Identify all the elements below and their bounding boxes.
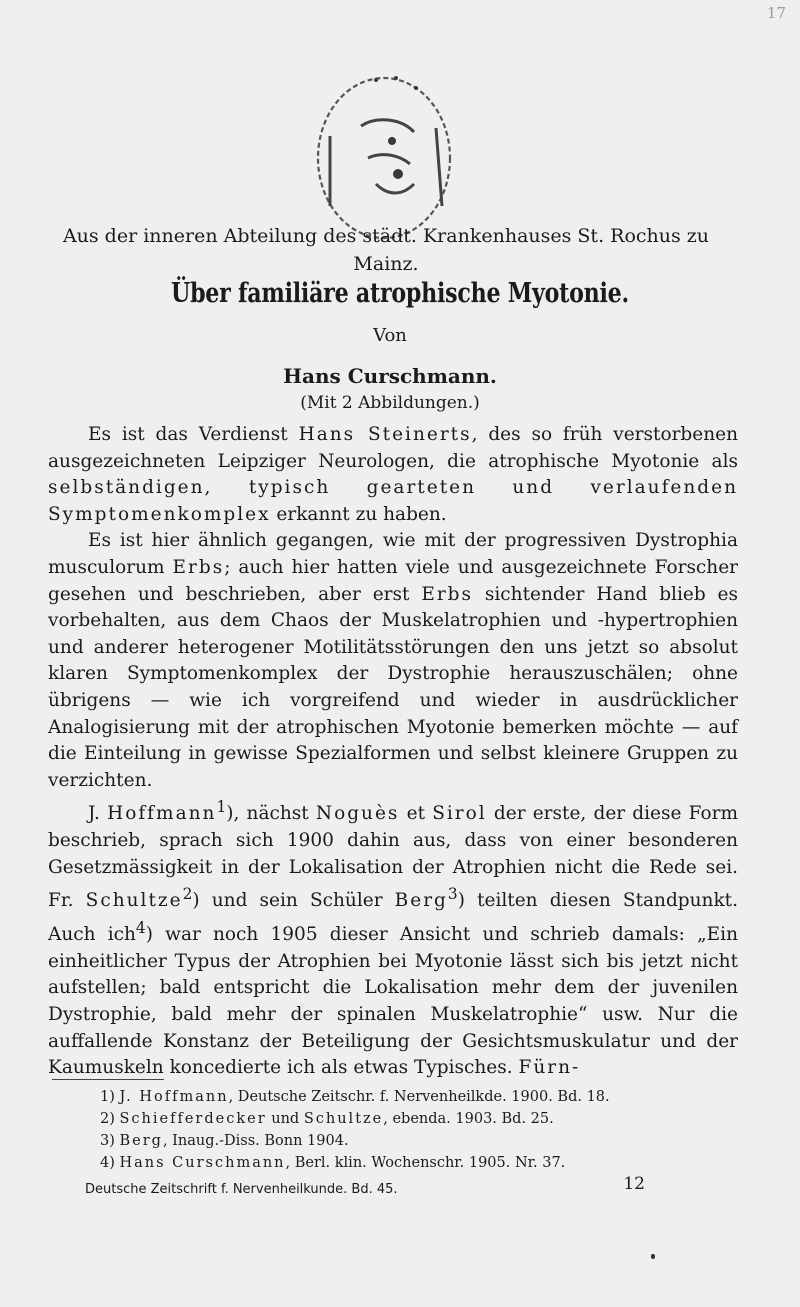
footnote-ref-3: 3 bbox=[447, 885, 458, 904]
p3-text-c: et bbox=[399, 803, 433, 825]
journal-citation bbox=[85, 1174, 665, 1197]
footnote-number: 2) bbox=[100, 1111, 120, 1127]
p1-name-steinert: Hans Steinerts bbox=[298, 424, 472, 445]
p1-spaced-phrase: selbständigen, typisch gearteten und verlaufenden Symptomenkomplex bbox=[48, 477, 738, 525]
figure-note: (Mit 2 Abbildungen.) bbox=[300, 393, 480, 413]
p1-text-c: erkannt zu haben. bbox=[270, 503, 447, 525]
footnote-source: , Deutsche Zeitschr. f. Nervenheilkde. 1900. Bd. 18. bbox=[228, 1089, 610, 1105]
p3-text-d: der erste, der diese Form beschrieb, sprach sich 1900 dahin aus, dass von einer besonderen Gesetzmässigkeit in der Lokalisation der Atrophien nicht die Rede sei. Fr. bbox=[48, 803, 738, 912]
paragraph-3 bbox=[48, 794, 738, 1081]
footnote-4 bbox=[100, 1152, 740, 1174]
ink-speck bbox=[651, 1254, 655, 1259]
footnote-3 bbox=[100, 1130, 740, 1152]
footnote-divider bbox=[52, 1079, 164, 1080]
p3-name-berg: Berg bbox=[394, 890, 448, 912]
p3-name-schultze: Schultze bbox=[85, 890, 183, 912]
footnote-number: 3) bbox=[100, 1133, 120, 1149]
footnote-source: , ebenda. 1903. Bd. 25. bbox=[383, 1111, 554, 1127]
p2-name-erb-1: Erbs bbox=[172, 556, 225, 578]
footnote-author: Schiefferdecker bbox=[119, 1111, 267, 1127]
footnote-author-2: Schultze bbox=[303, 1111, 384, 1127]
footnote-number: 1) bbox=[100, 1089, 120, 1105]
footnote-number: 4) bbox=[100, 1155, 120, 1171]
footnote-ref-4: 4 bbox=[135, 919, 146, 937]
p3-text-e: ) und sein Schüler bbox=[192, 890, 395, 912]
p3-name-fuern: Fürn- bbox=[518, 1057, 581, 1079]
paragraph-1 bbox=[48, 422, 738, 528]
institution-heading bbox=[36, 222, 736, 278]
article-body bbox=[48, 422, 738, 1082]
sheet-number: 12 bbox=[623, 1174, 645, 1194]
p3-name-hoffmann: Hoffmann bbox=[107, 803, 217, 825]
p1-text-a: Es ist das Verdienst bbox=[88, 424, 299, 445]
p3-name-sirol: Sirol bbox=[432, 803, 487, 825]
footnote-author: Berg bbox=[119, 1133, 163, 1149]
footnote-source: , Berl. klin. Wochenschr. 1905. Nr. 37. bbox=[285, 1155, 566, 1171]
footnote-source: , Inaug.-Diss. Bonn 1904. bbox=[162, 1133, 349, 1149]
paragraph-2 bbox=[48, 528, 738, 794]
p2-text-b: ; auch hier hatten viele und ausgezeichnete Forscher gesehen und beschrieben, aber erst bbox=[48, 556, 739, 605]
library-stamp-icon bbox=[306, 66, 466, 241]
footnote-conjunction: und bbox=[266, 1111, 304, 1127]
page-number: 17 bbox=[766, 4, 786, 22]
footnote-author: J. Hoffmann bbox=[119, 1089, 229, 1105]
p2-text-c: sichtender Hand blieb es vorbehalten, aus dem Chaos der Muskelatrophien und -hypertrophien und anderer heterogener Motilitätsstörungen den uns jetzt so absolut klaren Symptomenkomplex der Dystrophie herauszuschälen; ohne übrigens — wie ich vorgreifend und wieder in ausdrücklicher Analogisierung mit der atrophischen Myotonie bemerken möchte — auf die Einteilung in gewisse Spezialformen und selbst kleinere Gruppen zu verzichten. bbox=[48, 583, 738, 791]
p2-text-a: Es ist hier ähnlich gegangen, wie mit der progressiven Dystrophia musculorum bbox=[48, 530, 738, 578]
article-title: Über familiäre atrophische Myotonie. bbox=[171, 278, 629, 309]
institution-line-2: Mainz. bbox=[353, 253, 419, 275]
footnote-ref-2: 2 bbox=[182, 885, 193, 904]
institution-line-1: Aus der inneren Abteilung des städt. Krankenhauses St. Rochus zu bbox=[62, 225, 710, 247]
journal-name: Deutsche Zeitschrift f. Nervenheilkunde. Bd. 45. bbox=[85, 1182, 398, 1197]
p3-name-nogues: Noguès bbox=[315, 803, 400, 825]
footnote-ref-1: 1 bbox=[216, 798, 227, 817]
p3-text-g: ) war noch 1905 dieser Ansicht und schrieb damals: „Ein einheitlicher Typus der Atrophien bei Myotonie lässt sich bis jetzt nicht aufstellen; bald entspricht die Lokalisation mehr dem der juvenilen Dystrophie, bald mehr der spinalen Muskelatrophie“ usw. Nur die auffallende Konstanz der Beteiligung der Gesichtsmuskulatur und der Kaumuskeln koncedierte ich als etwas Typisches. bbox=[48, 924, 739, 1079]
author-name: Hans Curschmann. bbox=[283, 364, 497, 388]
p3-text-f: ) teilten diesen Standpunkt. Auch ich bbox=[48, 890, 738, 946]
p3-text-a: J. bbox=[88, 803, 108, 825]
footnote-2 bbox=[100, 1108, 740, 1130]
footnote-author: Hans Curschmann bbox=[119, 1155, 286, 1171]
p1-text-b: , des so früh verstorbenen ausgezeichneten Leipziger Neurologen, die atrophische Myotonie als bbox=[48, 424, 739, 472]
p2-name-erb-2: Erbs bbox=[421, 583, 474, 605]
footnote-1 bbox=[100, 1086, 740, 1108]
p3-text-b: ), nächst bbox=[226, 803, 316, 825]
byline-von: Von bbox=[373, 325, 407, 346]
footnotes bbox=[100, 1086, 740, 1174]
